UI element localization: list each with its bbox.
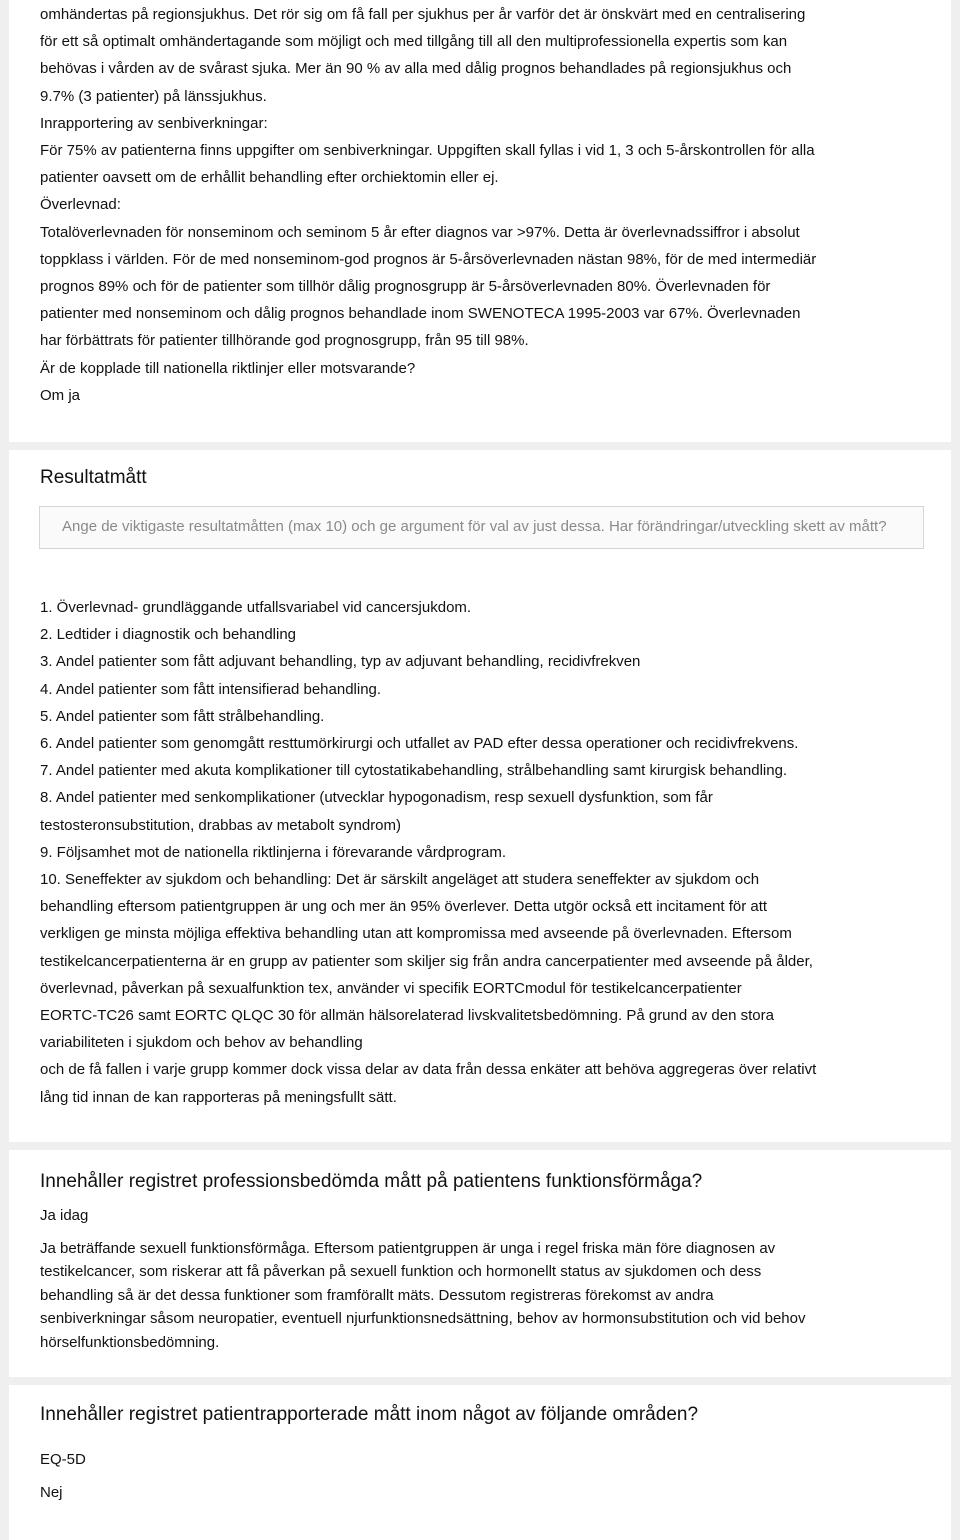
text-line: patienter med nonseminom och dålig prognos behandlade inom SWENOTECA 1995-2003 var 67%. Överlevnaden <box>40 305 801 323</box>
text-line: för ett så optimalt omhändertagande som möjligt och med tillgång till all den multiprofessionella expertis som kan <box>40 33 788 51</box>
text-line: Totalöverlevnaden för nonseminom och seminom 5 år efter diagnos var >97%. Detta är överlevnadssiffror i absolut <box>40 223 800 241</box>
list-item: 3. Andel patienter som fått adjuvant behandling, typ av adjuvant behandling, recidivfrekven <box>40 653 641 671</box>
text-line: behövas i vården av de svårast sjuka. Mer än 90 % av alla med dålig prognos behandlades på regionsjukhus och <box>40 60 792 78</box>
text-line: hörselfunktionsbedömning. <box>40 1333 220 1351</box>
list-item: variabiliteten i sjukdom och behov av behandling <box>40 1034 363 1052</box>
text-line: Ja beträffande sexuell funktionsförmåga. Eftersom patientgruppen är unga i regel friska män före diagnosen av <box>40 1240 776 1257</box>
question-text: Innehåller registret professionsbedömda mått på patientens funktionsförmåga? <box>40 1171 703 1192</box>
text-line: prognos 89% och för de patienter som tillhör dålig prognosgrupp är 5-årsöverlevnaden 80%. Överlevnaden för <box>40 278 771 296</box>
text-line: 9.7% (3 patienter) på länssjukhus. <box>40 87 267 105</box>
text-line: Inrapportering av senbiverkningar: <box>40 114 268 132</box>
eq5d-label: EQ-5D <box>40 1451 86 1468</box>
text-line: Överlevnad: <box>40 196 121 214</box>
section-title: Resultatmått <box>40 467 147 488</box>
resultat-card <box>9 450 951 1142</box>
list-item: 8. Andel patienter med senkomplikationer (utvecklar hypogonadism, resp sexuell dysfunktion, som får <box>40 789 713 807</box>
text-line: Är de kopplade till nationella riktlinjer eller motsvarande? <box>40 359 416 377</box>
text-line: senbiverkningar såsom neuropatier, eventuell njurfunktionsnedsättning, behov av hormonsubstitution och vid behov <box>40 1310 806 1328</box>
hint-box: Ange de viktigaste resultatmåtten (max 10) och ge argument för val av just dessa. Har förändringar/utveckling skett av mått? <box>39 506 924 549</box>
list-item: 4. Andel patienter som fått intensifierad behandling. <box>40 680 382 698</box>
text-line: omhändertas på regionsjukhus. Det rör sig om få fall per sjukhus per år varför det är önskvärt med en centralisering <box>40 6 806 23</box>
answer-value: Ja idag <box>40 1207 89 1224</box>
question-text: Innehåller registret patientrapporterade mått inom något av följande områden? <box>40 1404 699 1425</box>
list-item: och de få fallen i varje grupp kommer dock vissa delar av data från dessa enkäter att behöva aggregeras över relativt <box>40 1061 817 1079</box>
list-item: EORTC-TC26 samt EORTC QLQC 30 för allmän hälsorelaterad livskvalitetsbedömning. På grund av den stora <box>40 1007 774 1025</box>
text-line: Om ja <box>40 386 81 404</box>
list-item: testikelcancerpatienterna är en grupp av patienter som skiljer sig från andra cancerpatienter med avseende på ålder, <box>40 952 813 970</box>
text-line: har förbättrats för patienter tillhörande god prognosgrupp, från 95 till 98%. <box>40 332 529 350</box>
list-item: testosteronsubstitution, drabbas av metabolt syndrom) <box>40 816 402 834</box>
list-item: 6. Andel patienter som genomgått resttumörkirurgi och utfallet av PAD efter dessa operationer och recidivfrekvens. <box>40 735 799 753</box>
list-item: 7. Andel patienter med akuta komplikationer till cytostatikabehandling, strålbehandling samt kirurgisk behandling. <box>40 762 788 780</box>
list-item: överlevnad, påverkan på sexualfunktion tex, använder vi specifik EORTCmodul för testikelcancerpatienter <box>40 979 742 997</box>
text-card-1 <box>9 0 951 442</box>
list-item: behandling eftersom patientgruppen är ung och mer än 95% överlever. Detta utgör också ett incitament för att <box>40 898 768 916</box>
text-line: patienter oavsett om de erhållit behandling efter orchiektomin eller ej. <box>40 169 499 187</box>
list-item: 2. Ledtider i diagnostik och behandling <box>40 626 297 644</box>
list-item: 1. Överlevnad- grundläggande utfallsvariabel vid cancersjukdom. <box>40 599 472 616</box>
text-line: toppklass i världen. För de med nonseminom-god prognos är 5-årsöverlevnaden nästan 98%, för de med intermediär <box>40 250 817 268</box>
section1-text <box>9 0 951 409</box>
list-item: lång tid innan de kan rapporteras på meningsfullt sätt. <box>40 1088 397 1106</box>
list-item: verkligen ge minsta möjliga effektiva behandling utan att kompromissa med avseende på överlevnaden. Eftersom <box>40 925 792 943</box>
list-item: 5. Andel patienter som fått strålbehandling. <box>40 707 325 725</box>
patientrapporterade-card <box>9 1385 951 1540</box>
text-line: testikelcancer, som riskerar att få påverkan på sexuell funktion och hormonellt status av sjukdomen och dess <box>40 1263 762 1281</box>
list-item: 10. Seneffekter av sjukdom och behandling: Det är särskilt angeläget att studera seneffekter av sjukdom och <box>40 871 760 889</box>
answer-description <box>9 1237 951 1354</box>
text-line: behandling så är det dessa funktioner som framförallt mäts. Dessutom registreras förekomst av andra <box>40 1286 714 1304</box>
answer-value: Nej <box>40 1484 63 1501</box>
funktion-card <box>9 1150 951 1377</box>
list-item: 9. Följsamhet mot de nationella riktlinjerna i förevarande vårdprogram. <box>40 843 507 861</box>
results-list <box>9 594 951 1111</box>
text-line: För 75% av patienterna finns uppgifter om senbiverkningar. Uppgiften skall fyllas i vid 1, 3 och 5-årskontrollen för alla <box>40 142 815 160</box>
